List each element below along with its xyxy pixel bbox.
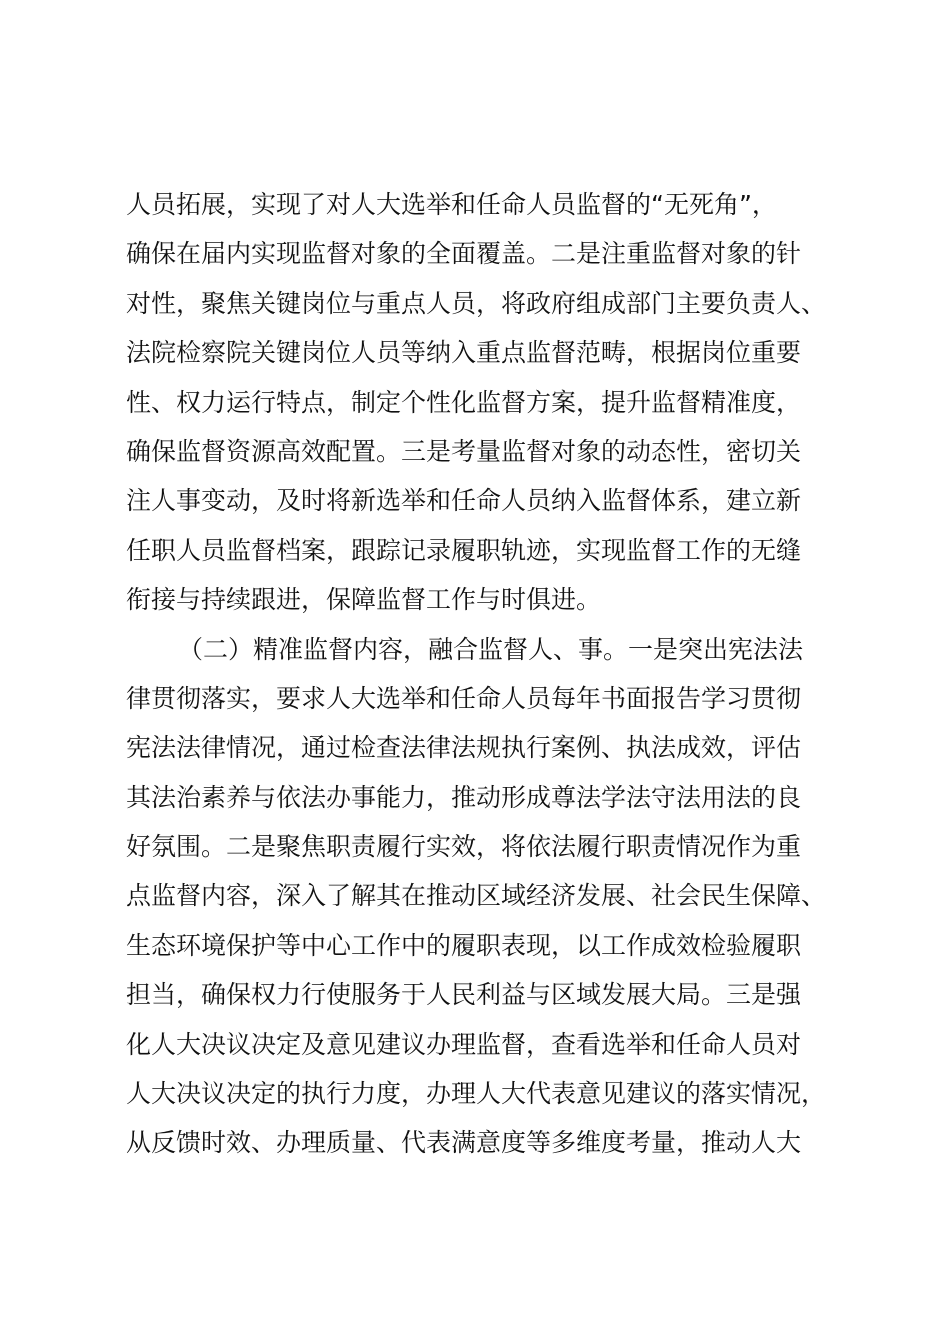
text-line: 律贯彻落实，要求人大选举和任命人员每年书面报告学习贯彻 bbox=[126, 683, 802, 713]
text-line: 确保监督资源高效配置。三是考量监督对象的动态性，密切关 bbox=[126, 436, 802, 466]
text-line: 性、权力运行特点，制定个性化监督方案，提升监督精准度， bbox=[126, 387, 802, 417]
text-line: 人大决议决定的执行力度，办理人大代表意见建议的落实情况， bbox=[126, 1079, 827, 1109]
text-line: 对性，聚焦关键岗位与重点人员，将政府组成部门主要负责人、 bbox=[126, 288, 827, 318]
text-line: 化人大决议决定及意见建议办理监督，查看选举和任命人员对 bbox=[126, 1029, 802, 1059]
text-line: 其法治素养与依法办事能力，推动形成尊法学法守法用法的良 bbox=[126, 782, 802, 812]
text-line: 任职人员监督档案，跟踪记录履职轨迹，实现监督工作的无缝 bbox=[126, 535, 802, 565]
text-line: 好氛围。二是聚焦职责履行实效，将依法履行职责情况作为重 bbox=[126, 832, 802, 862]
body-text bbox=[126, 180, 846, 1168]
text-line: 注人事变动，及时将新选举和任命人员纳入监督体系，建立新 bbox=[126, 486, 802, 516]
text-line: 从反馈时效、办理质量、代表满意度等多维度考量，推动人大 bbox=[126, 1128, 802, 1158]
text-line: 人员拓展，实现了对人大选举和任命人员监督的“无死角”， bbox=[126, 190, 777, 219]
text-line: 确保在届内实现监督对象的全面覆盖。二是注重监督对象的针 bbox=[126, 239, 802, 269]
text-line: 担当，确保权力行使服务于人民利益与区域发展大局。三是强 bbox=[126, 980, 802, 1010]
section-heading-line: （二）精准监督内容，融合监督人、事。一是突出宪法法 bbox=[178, 634, 804, 664]
text-line: 点监督内容，深入了解其在推动区域经济发展、社会民生保障、 bbox=[126, 881, 827, 911]
text-line: 生态环境保护等中心工作中的履职表现，以工作成效检验履职 bbox=[126, 930, 802, 960]
text-line: 法院检察院关键岗位人员等纳入重点监督范畴，根据岗位重要 bbox=[126, 338, 802, 368]
text-line: 衔接与持续跟进，保障监督工作与时俱进。 bbox=[126, 585, 602, 615]
text-line: 宪法法律情况，通过检查法律法规执行案例、执法成效，评估 bbox=[126, 733, 802, 763]
